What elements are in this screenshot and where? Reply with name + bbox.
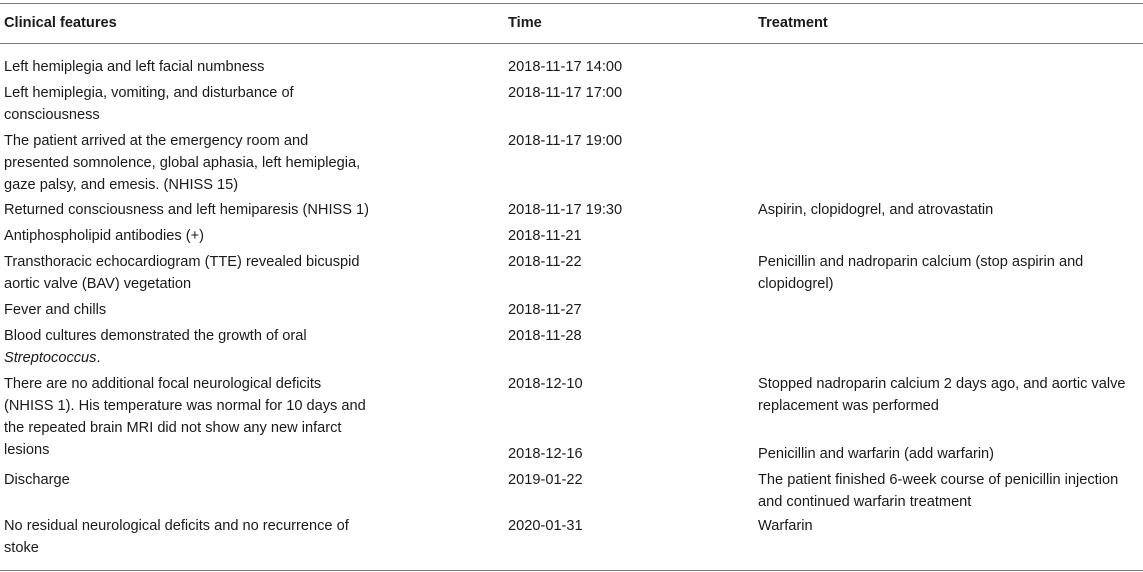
clinical-features-cell: Fever and chills [4, 302, 107, 318]
time-cell: 2018-12-16 [508, 446, 583, 462]
table-header-row [0, 4, 1143, 43]
clinical-features-punctuation: . [96, 350, 101, 366]
time-cell: 2018-11-17 17:00 [508, 85, 623, 101]
header-time: Time [508, 15, 542, 31]
treatment-cell: Penicillin and warfarin (add warfarin) [758, 446, 995, 462]
treatment-cell: The patient finished 6-week course of penicillin injection and continued warfarin treatment [758, 472, 1119, 510]
organism-name: Streptococcus [4, 350, 97, 366]
time-cell: 2018-11-17 19:00 [508, 133, 623, 149]
treatment-cell: Penicillin and nadroparin calcium (stop aspirin and clopidogrel) [758, 254, 1084, 292]
table-bottom-rule [0, 570, 1143, 571]
time-cell: 2019-01-22 [508, 472, 583, 488]
time-cell: 2018-11-27 [508, 302, 582, 318]
clinical-features-cell: Left hemiplegia, vomiting, and disturbance of consciousness [4, 85, 294, 123]
clinical-features-cell: Antiphospholipid antibodies (+) [4, 228, 204, 244]
clinical-features-cell: Transthoracic echocardiogram (TTE) revealed bicuspid aortic valve (BAV) vegetation [4, 254, 360, 292]
table-header-rule [0, 43, 1143, 44]
time-cell: 2018-11-22 [508, 254, 582, 270]
header-clinical-features: Clinical features [4, 15, 117, 31]
clinical-features-cell: Returned consciousness and left hemiparesis (NHISS 1) [4, 202, 370, 218]
time-cell: 2018-11-17 19:30 [508, 202, 623, 218]
treatment-cell: Warfarin [758, 518, 813, 534]
clinical-features-cell: No residual neurological deficits and no recurrence of stoke [4, 518, 349, 556]
clinical-features-text: Blood cultures demonstrated the growth of oral [4, 328, 307, 344]
time-cell: 2018-11-21 [508, 228, 582, 244]
time-cell: 2020-01-31 [508, 518, 583, 534]
header-treatment: Treatment [758, 15, 828, 31]
clinical-features-cell: Discharge [4, 472, 70, 488]
clinical-features-cell [4, 325, 374, 369]
clinical-features-cell: The patient arrived at the emergency room and presented somnolence, global aphasia, left hemiplegia, gaze palsy, and emesis. (NHISS 15) [4, 133, 361, 193]
time-cell: 2018-11-28 [508, 328, 582, 344]
treatment-cell: Stopped nadroparin calcium 2 days ago, and aortic valve replacement was performed [758, 376, 1126, 414]
treatment-cell: Aspirin, clopidogrel, and atrovastatin [758, 202, 994, 218]
time-cell: 2018-12-10 [508, 376, 583, 392]
clinical-features-cell: There are no additional focal neurological deficits (NHISS 1). His temperature was normal for 10 days and the repeated brain MRI did not show any new infarct lesions [4, 376, 366, 458]
time-cell: 2018-11-17 14:00 [508, 59, 623, 75]
clinical-features-cell: Left hemiplegia and left facial numbness [4, 59, 265, 75]
